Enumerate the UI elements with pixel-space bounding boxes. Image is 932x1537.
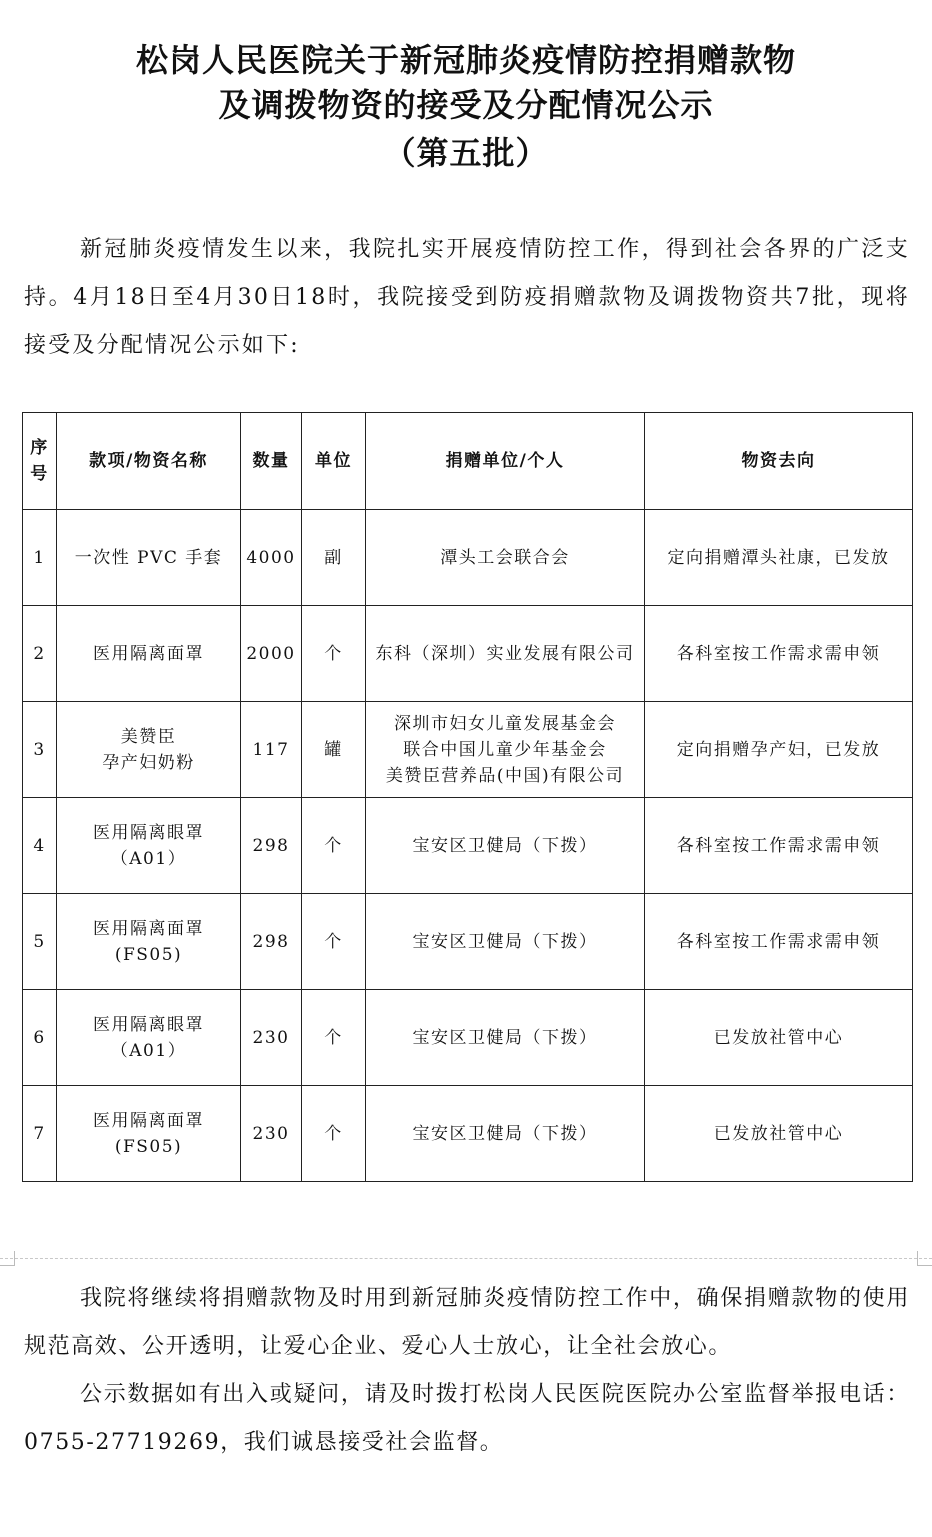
cell-unit [302, 1086, 366, 1182]
cell-qty-text: 298 [252, 835, 290, 856]
cell-dest [645, 798, 913, 894]
cell-donor-text: 深圳市妇女儿童发展基金会 [394, 713, 616, 734]
cell-qty [241, 606, 302, 702]
cell-seq-text: 7 [33, 1123, 46, 1144]
cell-donor [366, 606, 645, 702]
header-donor: 捐赠单位/个人 [366, 413, 645, 510]
cell-donor [366, 798, 645, 894]
cell-qty [241, 894, 302, 990]
contact-paragraph: 公示数据如有出入或疑问，请及时拨打松岗人民医院医院办公室监督举报电话：0755-27719269，我们诚恳接受社会监督。 [24, 1382, 910, 1455]
header-dest: 物资去向 [645, 413, 913, 510]
cell-unit-text: 副 [324, 547, 343, 568]
cell-donor-text: 美赞臣营养品(中国)有限公司 [385, 765, 625, 786]
cell-item-text: （A01） [110, 848, 187, 869]
cell-item [57, 510, 241, 606]
cell-donor-text: 宝安区卫健局（下拨） [412, 1027, 598, 1048]
intro-paragraph: 新冠肺炎疫情发生以来，我院扎实开展疫情防控工作，得到社会各界的广泛支持。4月18日至4月30日18时，我院接受到防疫捐赠款物及调拨物资共7批，现将接受及分配情况公示如下: [24, 237, 910, 358]
cell-unit [302, 606, 366, 702]
cell-dest-text: 定向捐赠孕产妇，已发放 [676, 739, 881, 760]
cell-item-text: (FS05) [114, 944, 183, 965]
cell-qty [241, 1086, 302, 1182]
cell-seq [23, 798, 57, 894]
cell-dest [645, 990, 913, 1086]
cell-unit-text: 个 [324, 835, 343, 856]
cell-unit-text: 个 [324, 1027, 343, 1048]
cell-donor [366, 990, 645, 1086]
cell-item-text: 医用隔离眼罩 [93, 1014, 204, 1035]
cell-seq [23, 702, 57, 798]
cell-qty [241, 510, 302, 606]
cell-dest [645, 1086, 913, 1182]
cell-seq [23, 510, 57, 606]
table-header-row [23, 413, 913, 510]
cell-qty [241, 798, 302, 894]
cell-dest-text: 已发放社管中心 [713, 1027, 844, 1048]
cell-item-text: 医用隔离面罩 [93, 1110, 204, 1131]
header-seq-line2: 号 [30, 464, 49, 484]
cell-unit-text: 罐 [324, 739, 343, 760]
cell-qty [241, 702, 302, 798]
cell-qty [241, 990, 302, 1086]
cell-dest-text: 已发放社管中心 [713, 1123, 844, 1144]
page-corner-mark-left [0, 1251, 15, 1266]
table-row [23, 606, 913, 702]
header-qty: 数量 [241, 413, 302, 510]
donation-table [22, 412, 913, 1182]
cell-unit [302, 990, 366, 1086]
cell-item [57, 990, 241, 1086]
cell-seq-text: 3 [33, 739, 46, 760]
cell-unit [302, 798, 366, 894]
page-break-line [0, 1258, 932, 1259]
header-seq-line1: 序 [30, 438, 49, 458]
cell-item-text: 美赞臣 [120, 726, 177, 747]
cell-seq [23, 1086, 57, 1182]
cell-donor [366, 510, 645, 606]
cell-donor [366, 894, 645, 990]
cell-item-text: 医用隔离眼罩 [93, 822, 204, 843]
table-row [23, 702, 913, 798]
cell-seq-text: 2 [33, 643, 46, 664]
cell-item-text: 医用隔离面罩 [93, 643, 204, 664]
cell-unit-text: 个 [324, 931, 343, 952]
cell-qty-text: 298 [252, 931, 290, 952]
cell-dest [645, 702, 913, 798]
title-line-2: 及调拨物资的接受及分配情况公示 [218, 86, 714, 124]
cell-donor-text: 东科（深圳）实业发展有限公司 [375, 643, 635, 664]
cell-unit-text: 个 [324, 643, 343, 664]
cell-item [57, 1086, 241, 1182]
cell-qty-text: 4000 [246, 547, 296, 568]
cell-donor-text: 宝安区卫健局（下拨） [412, 835, 598, 856]
cell-seq-text: 1 [33, 547, 46, 568]
cell-qty-text: 2000 [246, 643, 296, 664]
cell-seq [23, 606, 57, 702]
cell-dest [645, 606, 913, 702]
cell-item-text: (FS05) [114, 1136, 183, 1157]
cell-qty-text: 117 [252, 739, 290, 760]
closing-paragraph: 我院将继续将捐赠款物及时用到新冠肺炎疫情防控工作中，确保捐赠款物的使用规范高效、公开透明，让爱心企业、爱心人士放心，让全社会放心。 [24, 1286, 910, 1359]
cell-item-text: 医用隔离面罩 [93, 918, 204, 939]
cell-item [57, 702, 241, 798]
header-item: 款项/物资名称 [57, 413, 241, 510]
cell-dest [645, 510, 913, 606]
table-row [23, 894, 913, 990]
cell-dest-text: 定向捐赠潭头社康，已发放 [667, 547, 890, 568]
table-row [23, 1086, 913, 1182]
cell-dest [645, 894, 913, 990]
title-line-3: （第五批） [383, 134, 549, 172]
page-corner-mark-right [917, 1251, 932, 1266]
cell-item-text: 孕产妇奶粉 [102, 752, 195, 773]
cell-seq-text: 4 [33, 835, 46, 856]
cell-dest-text: 各科室按工作需求需申领 [676, 835, 881, 856]
cell-donor-text: 联合中国儿童少年基金会 [403, 739, 607, 760]
cell-seq [23, 894, 57, 990]
cell-qty-text: 230 [252, 1027, 290, 1048]
cell-item [57, 798, 241, 894]
cell-seq [23, 990, 57, 1086]
cell-dest-text: 各科室按工作需求需申领 [676, 643, 881, 664]
table-row [23, 990, 913, 1086]
cell-donor-text: 宝安区卫健局（下拨） [412, 1123, 598, 1144]
header-seq [23, 413, 57, 510]
cell-seq-text: 5 [33, 931, 46, 952]
cell-donor [366, 702, 645, 798]
cell-seq-text: 6 [33, 1027, 46, 1048]
cell-item-text: （A01） [110, 1040, 187, 1061]
cell-item [57, 894, 241, 990]
cell-unit-text: 个 [324, 1123, 343, 1144]
table-row [23, 510, 913, 606]
header-unit: 单位 [302, 413, 366, 510]
cell-unit [302, 702, 366, 798]
cell-qty-text: 230 [252, 1123, 290, 1144]
cell-item [57, 606, 241, 702]
cell-donor [366, 1086, 645, 1182]
title-line-1: 松岗人民医院关于新冠肺炎疫情防控捐赠款物 [135, 41, 796, 79]
cell-item-text: 一次性 PVC 手套 [74, 547, 223, 568]
cell-donor-text: 潭头工会联合会 [440, 547, 570, 568]
cell-unit [302, 894, 366, 990]
cell-unit [302, 510, 366, 606]
table-row [23, 798, 913, 894]
cell-donor-text: 宝安区卫健局（下拨） [412, 931, 598, 952]
cell-dest-text: 各科室按工作需求需申领 [676, 931, 881, 952]
